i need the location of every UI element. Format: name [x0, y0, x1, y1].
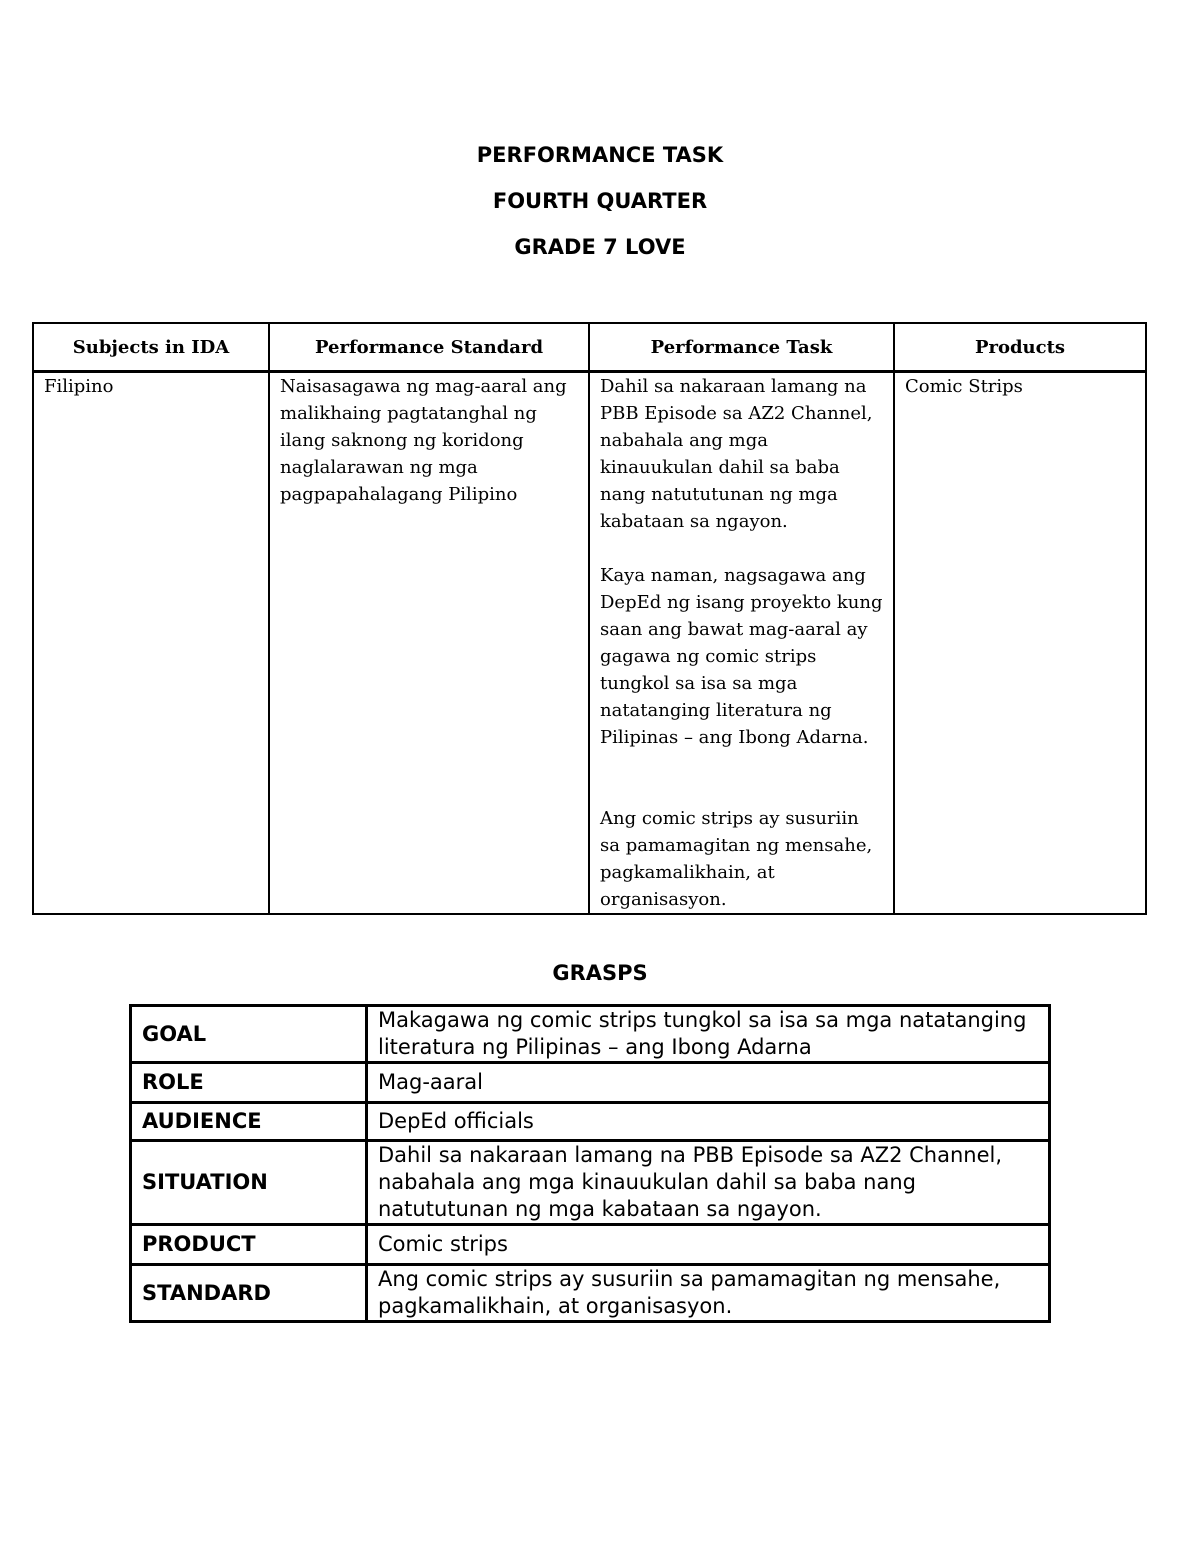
heading-line-3: GRADE 7 LOVE	[514, 235, 686, 259]
grasps-row-audience	[131, 1103, 1050, 1141]
task-paragraph-3: Ang comic strips ay susuriin sa pamamagitan ng mensahe, pagkamalikhain, at organisasyon.	[600, 808, 873, 910]
grasps-row-role	[131, 1063, 1050, 1103]
cell-task	[589, 372, 894, 915]
column-header-task: Performance Task	[589, 323, 894, 372]
grasps-label: STANDARD	[131, 1265, 367, 1322]
column-header-subjects: Subjects in IDA	[33, 323, 269, 372]
grasps-table	[129, 1004, 1051, 1323]
grasps-value: Makagawa ng comic strips tungkol sa isa sa mga natatanging literatura ng Pilipinas – ang Ibong Adarna	[367, 1006, 1050, 1063]
heading-line-1: PERFORMANCE TASK	[476, 143, 724, 167]
grasps-label: AUDIENCE	[131, 1103, 367, 1141]
grasps-value: Dahil sa nakaraan lamang na PBB Episode sa AZ2 Channel, nabahala ang mga kinauukulan dahil sa baba nang natututunan ng mga kabataan sa ngayon.	[367, 1141, 1050, 1225]
table-header-row	[33, 323, 1146, 372]
grasps-label: SITUATION	[131, 1141, 367, 1225]
performance-task-table	[32, 322, 1147, 915]
grasps-row-standard	[131, 1265, 1050, 1322]
column-header-products: Products	[894, 323, 1146, 372]
grasps-label: ROLE	[131, 1063, 367, 1103]
cell-subject: Filipino	[33, 372, 269, 915]
grasps-value: Mag-aaral	[367, 1063, 1050, 1103]
heading-line-2: FOURTH QUARTER	[492, 189, 708, 213]
grasps-value: Comic strips	[367, 1225, 1050, 1265]
grasps-row-situation	[131, 1141, 1050, 1225]
column-header-standard: Performance Standard	[269, 323, 589, 372]
cell-standard: Naisasagawa ng mag-aaral ang malikhaing pagtatanghal ng ilang saknong ng koridong naglalarawan ng mga pagpapahalagang Pilipino	[269, 372, 589, 915]
grasps-value: Ang comic strips ay susuriin sa pamamagitan ng mensahe, pagkamalikhain, at organisasyon.	[367, 1265, 1050, 1322]
table-row	[33, 372, 1146, 915]
grasps-row-goal	[131, 1006, 1050, 1063]
task-paragraph-2: Kaya naman, nagsagawa ang DepEd ng isang proyekto kung saan ang bawat mag-aaral ay gagawa ng comic strips tungkol sa isa sa mga natatanging literatura ng Pilipinas – ang Ibong Adarna.	[600, 565, 883, 748]
grasps-value: DepEd officials	[367, 1103, 1050, 1141]
grasps-label: PRODUCT	[131, 1225, 367, 1265]
cell-product: Comic Strips	[894, 372, 1146, 915]
grasps-label: GOAL	[131, 1006, 367, 1063]
grasps-title: GRASPS	[552, 961, 648, 985]
document-heading	[0, 140, 1200, 278]
task-paragraph-1: Dahil sa nakaraan lamang na PBB Episode sa AZ2 Channel, nabahala ang mga kinauukulan dahil sa baba nang natututunan ng mga kabataan sa ngayon.	[600, 376, 873, 532]
grasps-row-product	[131, 1225, 1050, 1265]
